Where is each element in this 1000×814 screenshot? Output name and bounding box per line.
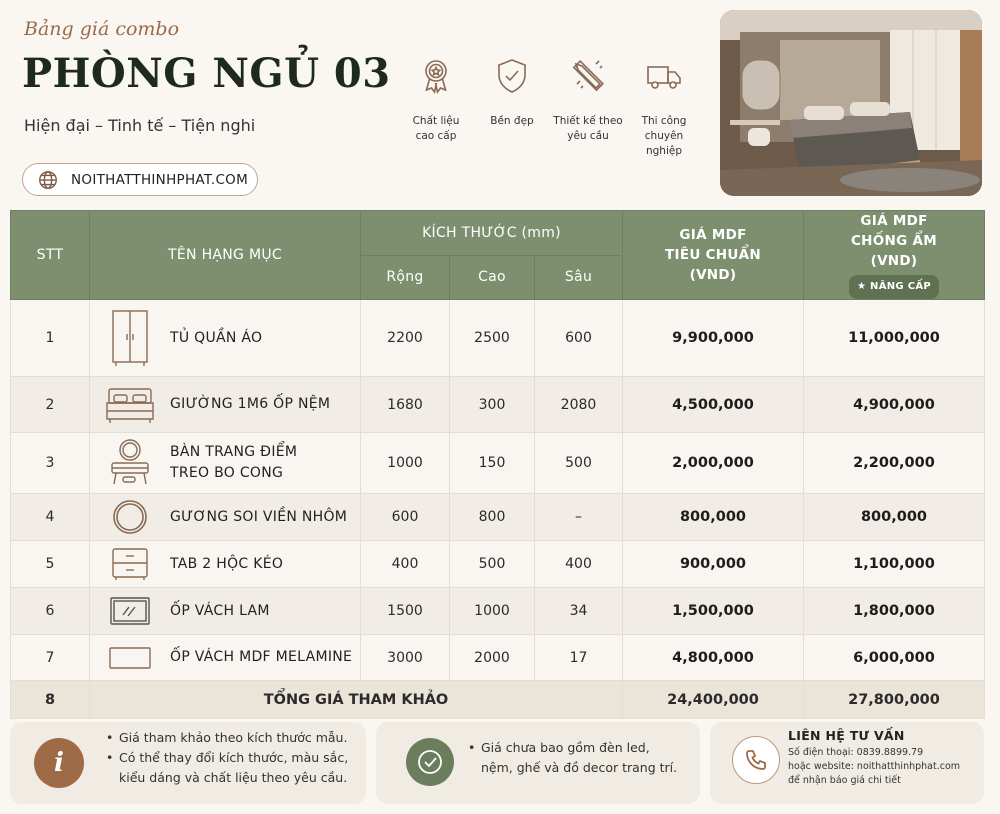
header-price-moisture: [804, 211, 985, 300]
page-header: [0, 0, 1000, 210]
row-price-moisture: 6,000,000: [804, 635, 985, 681]
feature-item: [626, 56, 702, 159]
contact-website[interactable]: hoặc website: noithatthinhphat.com: [788, 761, 961, 772]
row-price-standard: 800,000: [623, 494, 804, 541]
row-item-name: ỐP VÁCH LAM: [170, 602, 270, 619]
row-item-name: BÀN TRANG ĐIỂM: [170, 444, 298, 460]
row-width: 600: [361, 494, 450, 541]
row-item-name: TREO BO CONG: [170, 465, 284, 481]
row-price-moisture: 11,000,000: [804, 300, 985, 377]
contact-title: LIÊN HỆ TƯ VẤN: [788, 728, 905, 743]
row-depth: 600: [535, 300, 623, 377]
row-item: [90, 300, 361, 377]
row-height: 2500: [450, 300, 535, 377]
row-stt: 6: [11, 588, 90, 635]
feature-label-line: Thiết kế theo: [553, 115, 623, 127]
row-item-name: ỐP VÁCH MDF MELAMINE: [170, 649, 353, 665]
row-stt: 4: [11, 494, 90, 541]
table-row: [11, 635, 985, 681]
feature-list: [398, 56, 702, 159]
feature-label-line: Bền đẹp: [490, 115, 534, 127]
row-depth: 500: [535, 433, 623, 494]
page-subtitle: Bảng giá combo: [24, 18, 180, 40]
row-item-name: GƯƠNG SOI VIỀN NHÔM: [170, 508, 348, 525]
row-width: 3000: [361, 635, 450, 681]
header-size: KÍCH THƯỚC (mm): [361, 211, 623, 256]
footer-exclusions-box: [376, 722, 700, 804]
row-height: 1000: [450, 588, 535, 635]
contact-phone[interactable]: Số điện thoại: 0839.8899.79: [788, 747, 924, 758]
row-item-name: TAB 2 HỘC KÉO: [170, 555, 284, 572]
row-price-standard: 1,500,000: [623, 588, 804, 635]
nightstand-icon: [110, 546, 150, 582]
row-item-name: TỦ QUẦN ÁO: [170, 329, 263, 346]
feature-label-line: Chất liệu: [412, 115, 460, 127]
contact-cta: để nhận báo giá chi tiết: [788, 775, 901, 786]
page-title: PHÒNG NGỦ 03: [22, 50, 391, 97]
feature-item: [474, 56, 550, 159]
row-price-moisture: 800,000: [804, 494, 985, 541]
row-height: 500: [450, 541, 535, 588]
row-item: [90, 494, 361, 541]
row-depth: 17: [535, 635, 623, 681]
shield-check-icon: [492, 56, 532, 96]
header-price-line: (VND): [689, 267, 737, 283]
globe-icon: [37, 169, 59, 191]
row-item-name-wrap: [170, 442, 297, 484]
price-table: [10, 210, 985, 719]
bed-icon: [105, 385, 155, 425]
check-circle-icon: [406, 738, 454, 786]
upgrade-badge: ★ NÂNG CẤP: [849, 275, 939, 299]
row-stt: 5: [11, 541, 90, 588]
note-line: Giá chưa bao gồm đèn led,: [481, 740, 650, 755]
row-height: 800: [450, 494, 535, 541]
row-height: 300: [450, 377, 535, 433]
table-row: [11, 494, 985, 541]
wardrobe-icon: [110, 309, 150, 367]
header-width: Rộng: [361, 255, 450, 300]
feature-label-line: Thi công: [641, 115, 687, 127]
note-bullet: [468, 738, 692, 778]
total-stt: 8: [11, 681, 90, 719]
feature-label-line: cao cấp: [415, 130, 457, 142]
price-table-container: [10, 210, 984, 719]
round-mirror-icon: [111, 498, 149, 536]
header-price-line: CHỐNG ẨM: [850, 233, 938, 249]
feature-item: [398, 56, 474, 159]
row-item: [90, 588, 361, 635]
feature-label-line: chuyên nghiệp: [644, 130, 684, 157]
table-row: [11, 433, 985, 494]
total-price-standard: 24,400,000: [623, 681, 804, 719]
row-item: [90, 377, 361, 433]
row-stt: 1: [11, 300, 90, 377]
row-depth: 34: [535, 588, 623, 635]
table-row: [11, 377, 985, 433]
row-price-moisture: 1,100,000: [804, 541, 985, 588]
award-ribbon-icon: [416, 56, 456, 96]
row-depth: 400: [535, 541, 623, 588]
row-price-standard: 900,000: [623, 541, 804, 588]
total-price-moisture: 27,800,000: [804, 681, 985, 719]
row-depth: 2080: [535, 377, 623, 433]
delivery-truck-icon: [644, 56, 684, 96]
row-price-moisture: 4,900,000: [804, 377, 985, 433]
row-price-moisture: 1,800,000: [804, 588, 985, 635]
footer-contact-box: [710, 722, 984, 804]
header-stt: STT: [11, 211, 90, 300]
header-height: Cao: [450, 255, 535, 300]
website-label: NOITHATTHINHPHAT.COM: [71, 171, 249, 188]
note-line: Có thể thay đổi kích thước, màu sắc,: [119, 750, 349, 765]
row-price-standard: 4,500,000: [623, 377, 804, 433]
phone-icon[interactable]: [732, 736, 780, 784]
feature-label-line: yêu cầu: [567, 130, 609, 142]
row-height: 2000: [450, 635, 535, 681]
row-item: [90, 635, 361, 681]
row-width: 1680: [361, 377, 450, 433]
row-stt: 7: [11, 635, 90, 681]
row-stt: 2: [11, 377, 90, 433]
row-item: [90, 433, 361, 494]
row-item-name: GIƯỜNG 1M6 ỐP NỆM: [170, 396, 331, 412]
header-price-line: TIÊU CHUẨN: [664, 247, 762, 263]
header-price-line: GIÁ MDF: [679, 227, 747, 243]
info-icon: i: [34, 738, 84, 788]
row-width: 1500: [361, 588, 450, 635]
row-width: 2200: [361, 300, 450, 377]
total-label: TỔNG GIÁ THAM KHẢO: [90, 681, 623, 719]
row-height: 150: [450, 433, 535, 494]
feature-item: [550, 56, 626, 159]
header-item-name: TÊN HẠNG MỤC: [90, 211, 361, 300]
note-bullet: • Giá tham khảo theo kích thước mẫu.: [106, 728, 362, 748]
website-link[interactable]: [22, 163, 258, 196]
header-depth: Sâu: [535, 255, 623, 300]
table-row: [11, 541, 985, 588]
bedroom-photo: [720, 10, 982, 196]
row-width: 400: [361, 541, 450, 588]
note-line: nệm, ghế và đồ decor trang trí.: [481, 760, 678, 775]
row-price-standard: 2,000,000: [623, 433, 804, 494]
row-price-standard: 9,900,000: [623, 300, 804, 377]
row-width: 1000: [361, 433, 450, 494]
wall-panel-icon: [109, 596, 151, 626]
note-line: kiểu dáng và chất liệu theo yêu cầu.: [119, 770, 348, 785]
mdf-panel-icon: [108, 645, 152, 671]
header-price-standard: [623, 211, 804, 300]
row-price-moisture: 2,200,000: [804, 433, 985, 494]
header-price-line: GIÁ MDF: [860, 213, 928, 229]
row-stt: 3: [11, 433, 90, 494]
note-bullet: [106, 748, 362, 788]
row-price-standard: 4,800,000: [623, 635, 804, 681]
row-depth: –: [535, 494, 623, 541]
row-item: [90, 541, 361, 588]
table-row: [11, 588, 985, 635]
table-row: [11, 300, 985, 377]
vanity-table-icon: [108, 438, 152, 488]
header-price-line: (VND): [870, 253, 918, 269]
page-tagline: Hiện đại – Tinh tế – Tiện nghi: [24, 116, 256, 135]
total-row: [11, 681, 985, 719]
ruler-pencil-icon: [568, 56, 608, 96]
footer-notes-box: [10, 722, 366, 804]
